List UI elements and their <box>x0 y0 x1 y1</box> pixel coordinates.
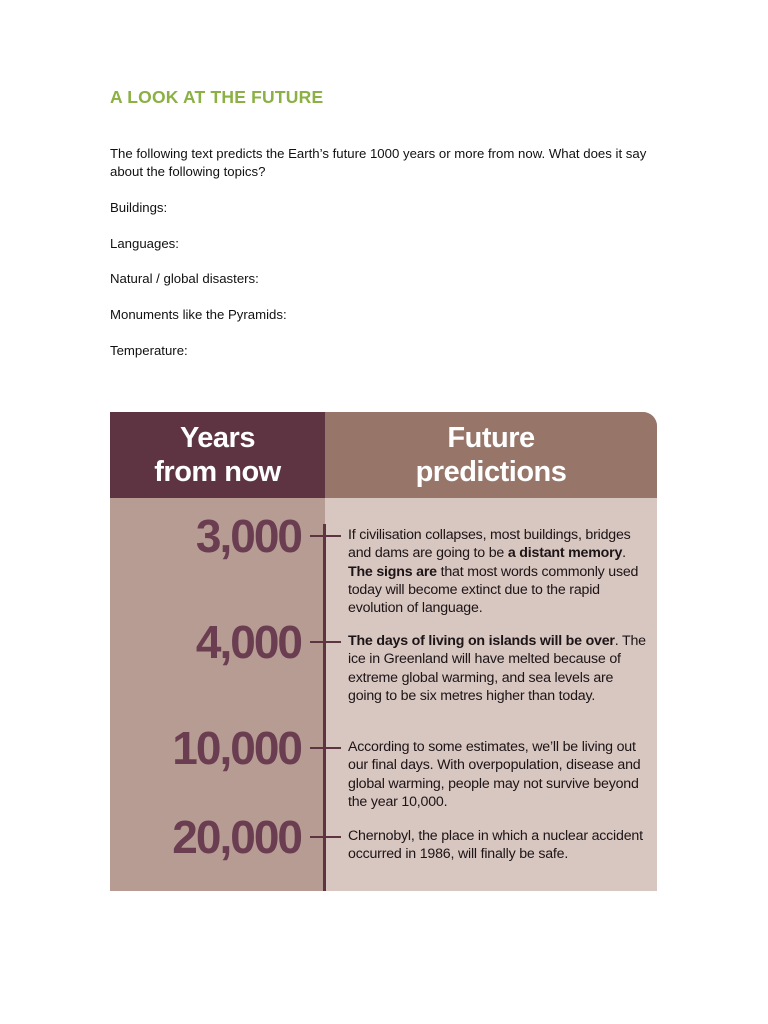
timeline-tick <box>310 535 341 537</box>
predictions-header-line-2: predictions <box>415 456 567 488</box>
year-20000: 20,000 <box>172 811 301 863</box>
timeline-tick <box>310 747 341 749</box>
prediction-text: . The ice in Greenland will have melted because of extreme global warming, and sea levels are going to be six metres higher than today. <box>348 633 646 704</box>
topic-natural-disasters: Natural / global disasters: <box>110 271 259 286</box>
prediction-4000 <box>348 632 646 705</box>
year-10000: 10,000 <box>172 722 301 774</box>
prediction-text: that most words commonly used today will become extinct due to the rapid evolution of language. <box>348 563 639 617</box>
prediction-text: . <box>622 545 626 562</box>
predictions-header-line-1: Future <box>447 422 535 454</box>
year-3000: 3,000 <box>195 510 301 562</box>
emphasis-text: The days of living on islands will be over <box>348 633 615 649</box>
prediction-text: According to some estimates, we’ll be living out our final days. With overpopulation, disease and global warming, people may not survive beyond the year 10,000. <box>348 739 641 810</box>
timeline-tick <box>310 836 341 838</box>
intro-paragraph: The following text predicts the Earth’s future 1000 years or more from now. What does it say about the following topics? <box>110 146 647 179</box>
page-title: A LOOK AT THE FUTURE <box>110 87 324 107</box>
future-predictions-infographic <box>110 412 657 891</box>
prediction-text: If civilisation collapses, most buildings, bridges and dams are going to be <box>348 527 631 562</box>
years-header <box>110 412 325 498</box>
year-4000: 4,000 <box>195 616 301 668</box>
emphasis-text: The signs are <box>348 563 437 580</box>
topic-buildings: Buildings: <box>110 200 168 215</box>
emphasis-text: a distant memory <box>507 545 623 562</box>
timeline-tick <box>310 641 341 643</box>
prediction-20000 <box>348 827 646 864</box>
years-header-title <box>154 421 281 489</box>
prediction-10000 <box>348 738 646 811</box>
prediction-text: Chernobyl, the place in which a nuclear accident occurred in 1986, will finally be safe. <box>348 828 643 863</box>
predictions-header <box>325 412 657 498</box>
years-header-line-2: from now <box>154 456 281 488</box>
topic-temperature: Temperature: <box>110 343 188 358</box>
topic-monuments: Monuments like the Pyramids: <box>110 307 287 322</box>
topic-languages: Languages: <box>110 236 179 251</box>
predictions-header-title <box>416 421 567 489</box>
prediction-3000 <box>348 526 646 617</box>
years-header-line-1: Years <box>180 422 255 454</box>
